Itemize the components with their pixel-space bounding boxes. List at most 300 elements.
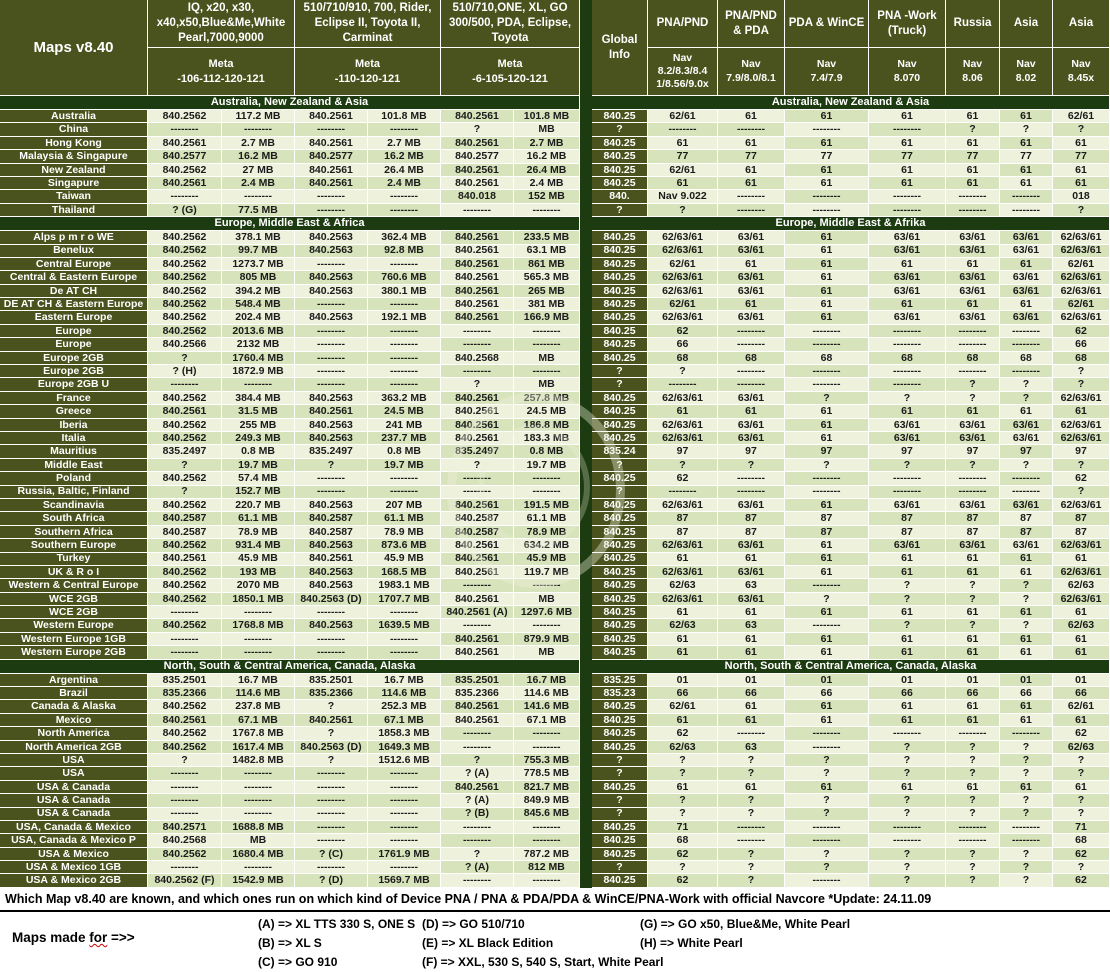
row-label: North America 2GB xyxy=(0,741,148,754)
cell-global-info: 840.25 xyxy=(592,566,648,579)
cell-version-1: 840.2571 xyxy=(148,821,222,834)
cell-russia: -------- xyxy=(946,190,1000,203)
cell-pda-wince: 87 xyxy=(785,526,869,539)
cell-size-1: 1688.8 MB xyxy=(222,821,295,834)
cell-asia-845: 018 xyxy=(1053,190,1110,203)
table-row xyxy=(0,459,1110,472)
cell-pna-work: 97 xyxy=(869,445,946,458)
cell-pda-wince: 61 xyxy=(785,245,869,258)
cell-size-3: -------- xyxy=(514,741,580,754)
table-row xyxy=(0,325,1110,338)
cell-pna-pnd: 62/61 xyxy=(648,298,718,311)
cell-version-3: 840.2561 xyxy=(441,245,514,258)
cell-russia: 01 xyxy=(946,674,1000,687)
cell-asia-845: 62 xyxy=(1053,325,1110,338)
cell-pna-pnd-pda: ? xyxy=(718,874,785,887)
section-band xyxy=(0,96,1110,110)
cell-version-1: 840.2561 xyxy=(148,177,222,190)
cell-size-2: 362.4 MB xyxy=(368,231,441,244)
cell-pna-pnd: 62/63/61 xyxy=(648,392,718,405)
cell-pna-pnd: 62/63/61 xyxy=(648,432,718,445)
cell-pda-wince: 61 xyxy=(785,271,869,284)
cell-version-2: 840.2587 xyxy=(295,512,368,525)
cell-size-3: -------- xyxy=(514,204,580,217)
cell-asia-845: 62/63/61 xyxy=(1053,539,1110,552)
cell-asia-802: -------- xyxy=(1000,472,1053,485)
cell-size-2: -------- xyxy=(368,204,441,217)
cell-asia-845: 62/63/61 xyxy=(1053,566,1110,579)
cell-pda-wince: 61 xyxy=(785,231,869,244)
cell-pna-pnd: ? xyxy=(648,861,718,874)
cell-pna-pnd-pda: -------- xyxy=(718,378,785,391)
cell-asia-845: ? xyxy=(1053,767,1110,780)
cell-asia-802: 61 xyxy=(1000,566,1053,579)
cell-asia-845: 62/63/61 xyxy=(1053,392,1110,405)
cell-version-1: 835.2497 xyxy=(148,445,222,458)
cell-size-2: 0.8 MB xyxy=(368,445,441,458)
cell-size-2: 16.2 MB xyxy=(368,150,441,163)
legend-item: (F) => XXL, 530 S, 540 S, Start, White Pearl xyxy=(422,954,664,969)
cell-size-1: 2.7 MB xyxy=(222,137,295,150)
column-gap xyxy=(580,700,592,713)
cell-size-1: -------- xyxy=(222,123,295,136)
cell-russia: 61 xyxy=(946,137,1000,150)
cell-asia-802: 61 xyxy=(1000,164,1053,177)
column-gap xyxy=(580,781,592,794)
cell-asia-845: 61 xyxy=(1053,164,1110,177)
table-row xyxy=(0,164,1110,177)
column-gap xyxy=(580,874,592,887)
cell-size-3: 565.3 MB xyxy=(514,271,580,284)
cell-size-2: -------- xyxy=(368,861,441,874)
column-gap xyxy=(580,808,592,821)
cell-size-1: 152.7 MB xyxy=(222,486,295,499)
cell-version-1: 840.2562 xyxy=(148,472,222,485)
cell-version-2: ? xyxy=(295,700,368,713)
column-gap xyxy=(580,137,592,150)
table-row xyxy=(0,512,1110,525)
row-label: Singapure xyxy=(0,177,148,190)
table-row xyxy=(0,177,1110,190)
cell-russia: 63/61 xyxy=(946,419,1000,432)
cell-pna-work: -------- xyxy=(869,472,946,485)
cell-pna-work: 63/61 xyxy=(869,499,946,512)
cell-pna-work: ? xyxy=(869,808,946,821)
row-label: WCE 2GB xyxy=(0,593,148,606)
cell-global-info: 840.25 xyxy=(592,271,648,284)
cell-russia: 63/61 xyxy=(946,285,1000,298)
cell-version-1: -------- xyxy=(148,606,222,619)
cell-size-2: 1983.1 MB xyxy=(368,579,441,592)
cell-size-2: -------- xyxy=(368,808,441,821)
cell-asia-802: 63/61 xyxy=(1000,539,1053,552)
cell-russia: 97 xyxy=(946,445,1000,458)
cell-asia-845: 66 xyxy=(1053,338,1110,351)
nav-version-line: Nav xyxy=(672,51,693,64)
cell-pna-work: 61 xyxy=(869,110,946,123)
cell-asia-845: 61 xyxy=(1053,633,1110,646)
cell-size-3: 755.3 MB xyxy=(514,754,580,767)
column-gap xyxy=(580,258,592,271)
cell-pna-pnd-pda: 63/61 xyxy=(718,392,785,405)
cell-version-3: ? xyxy=(441,754,514,767)
nav-version-line: Nav xyxy=(816,58,837,71)
cell-pda-wince: ? xyxy=(785,848,869,861)
cell-russia: ? xyxy=(946,808,1000,821)
cell-size-2: 26.4 MB xyxy=(368,164,441,177)
cell-pna-work: 61 xyxy=(869,714,946,727)
cell-asia-845: 62/63 xyxy=(1053,579,1110,592)
cell-size-2: 1649.3 MB xyxy=(368,741,441,754)
cell-version-2: 840.2563 (D) xyxy=(295,741,368,754)
legend-column xyxy=(258,915,415,972)
cell-size-3: 119.7 MB xyxy=(514,566,580,579)
nav-column-name: PNA/PND & PDA xyxy=(718,0,785,48)
cell-pna-work: -------- xyxy=(869,486,946,499)
cell-version-2: 840.2563 xyxy=(295,311,368,324)
cell-version-2: 840.2563 xyxy=(295,499,368,512)
legend-label-pre: Maps made xyxy=(12,929,90,945)
cell-version-1: 840.2562 xyxy=(148,298,222,311)
cell-pna-work: 61 xyxy=(869,606,946,619)
cell-size-3: 26.4 MB xyxy=(514,164,580,177)
cell-version-1: 840.2561 xyxy=(148,553,222,566)
row-label: Argentina xyxy=(0,674,148,687)
column-gap xyxy=(580,593,592,606)
cell-asia-845: 61 xyxy=(1053,781,1110,794)
cell-size-1: 255 MB xyxy=(222,419,295,432)
cell-asia-802: ? xyxy=(1000,378,1053,391)
cell-version-3: 840.2561 xyxy=(441,164,514,177)
cell-version-2: -------- xyxy=(295,258,368,271)
cell-asia-802: -------- xyxy=(1000,486,1053,499)
cell-version-1: 840.2587 xyxy=(148,526,222,539)
cell-russia: -------- xyxy=(946,365,1000,378)
cell-pda-wince: 61 xyxy=(785,110,869,123)
cell-pda-wince: 61 xyxy=(785,606,869,619)
row-label: USA & Mexico 1GB xyxy=(0,861,148,874)
table-row xyxy=(0,419,1110,432)
section-title-right: Europe, Middle East & Afrika xyxy=(592,217,1110,231)
cell-version-3: 840.2561 xyxy=(441,419,514,432)
cell-pna-pnd: Nav 9.022 xyxy=(648,190,718,203)
cell-size-1: 1680.4 MB xyxy=(222,848,295,861)
section-title-left: Australia, New Zealand & Asia xyxy=(0,96,580,110)
nav-version-line: 8.070 xyxy=(893,71,921,84)
cell-version-1: ? xyxy=(148,754,222,767)
legend-label-suf: =>> xyxy=(107,929,135,945)
nav-version-line: Nav xyxy=(1016,58,1036,71)
cell-version-2: -------- xyxy=(295,123,368,136)
cell-size-1: 931.4 MB xyxy=(222,539,295,552)
cell-size-2: 760.6 MB xyxy=(368,271,441,284)
cell-global-info: ? xyxy=(592,365,648,378)
cell-pda-wince: -------- xyxy=(785,338,869,351)
cell-pda-wince: 68 xyxy=(785,352,869,365)
device-group-meta-value: -106-112-120-121 xyxy=(177,72,265,85)
row-label: Thailand xyxy=(0,204,148,217)
cell-version-1: 840.2562 xyxy=(148,311,222,324)
cell-version-2: -------- xyxy=(295,861,368,874)
cell-asia-802: 61 xyxy=(1000,700,1053,713)
nav-column-version xyxy=(648,48,718,96)
cell-russia: 63/61 xyxy=(946,311,1000,324)
cell-size-3: -------- xyxy=(514,486,580,499)
cell-russia: 61 xyxy=(946,164,1000,177)
cell-version-3: ? (A) xyxy=(441,794,514,807)
cell-pna-pnd: 62/63/61 xyxy=(648,271,718,284)
cell-size-3: 233.5 MB xyxy=(514,231,580,244)
table-row xyxy=(0,754,1110,767)
cell-version-2: -------- xyxy=(295,781,368,794)
cell-size-1: 1872.9 MB xyxy=(222,365,295,378)
cell-version-2: -------- xyxy=(295,834,368,847)
cell-pna-pnd: 62 xyxy=(648,848,718,861)
column-gap xyxy=(580,352,592,365)
cell-pna-work: -------- xyxy=(869,190,946,203)
row-label: Middle East xyxy=(0,459,148,472)
cell-russia: 63/61 xyxy=(946,499,1000,512)
nav-column-name: PNA/PND xyxy=(648,0,718,48)
cell-version-2: ? xyxy=(295,754,368,767)
cell-size-2: 45.9 MB xyxy=(368,553,441,566)
cell-version-2: 835.2501 xyxy=(295,674,368,687)
cell-size-1: 78.9 MB xyxy=(222,526,295,539)
table-row xyxy=(0,539,1110,552)
nav-column-name: PDA & WinCE xyxy=(785,0,869,48)
cell-global-info: 840.25 xyxy=(592,164,648,177)
section-title-left: Europe, Middle East & Africa xyxy=(0,217,580,231)
cell-size-3: 265 MB xyxy=(514,285,580,298)
cell-version-3: 840.2561 xyxy=(441,781,514,794)
cell-pna-pnd-pda: 61 xyxy=(718,606,785,619)
cell-pda-wince: 61 xyxy=(785,714,869,727)
nav-version-line: 7.9/8.0/8.1 xyxy=(726,71,776,84)
row-label: USA & Canada xyxy=(0,781,148,794)
cell-pna-pnd: 62 xyxy=(648,472,718,485)
row-label: Italia xyxy=(0,432,148,445)
cell-asia-802: -------- xyxy=(1000,204,1053,217)
row-label: Western Europe xyxy=(0,619,148,632)
cell-pda-wince: -------- xyxy=(785,727,869,740)
cell-russia: ? xyxy=(946,593,1000,606)
cell-size-1: 0.8 MB xyxy=(222,445,295,458)
cell-version-3: -------- xyxy=(441,619,514,632)
cell-russia: ? xyxy=(946,459,1000,472)
cell-version-3: 840.2561 xyxy=(441,539,514,552)
cell-pna-pnd: 61 xyxy=(648,137,718,150)
cell-pna-pnd: 62/63/61 xyxy=(648,499,718,512)
cell-pna-pnd-pda: -------- xyxy=(718,325,785,338)
cell-asia-802: -------- xyxy=(1000,190,1053,203)
column-gap xyxy=(580,311,592,324)
cell-size-2: 19.7 MB xyxy=(368,459,441,472)
cell-version-1: -------- xyxy=(148,378,222,391)
cell-asia-802: -------- xyxy=(1000,834,1053,847)
cell-asia-802: ? xyxy=(1000,579,1053,592)
cell-pna-work: 77 xyxy=(869,150,946,163)
cell-pna-pnd-pda: 63/61 xyxy=(718,499,785,512)
device-group-name: 510/710/910, 700, Rider, Eclipse II, Toyota II, Carminat xyxy=(295,0,441,48)
cell-size-1: 202.4 MB xyxy=(222,311,295,324)
cell-global-info: 840.25 xyxy=(592,499,648,512)
cell-asia-845: 77 xyxy=(1053,150,1110,163)
cell-size-2: 67.1 MB xyxy=(368,714,441,727)
cell-pna-pnd: 87 xyxy=(648,526,718,539)
row-label: Southern Africa xyxy=(0,526,148,539)
cell-pda-wince: 87 xyxy=(785,512,869,525)
nav-column-version xyxy=(785,48,869,96)
cell-asia-845: 62/63 xyxy=(1053,741,1110,754)
row-label: USA & Mexico 2GB xyxy=(0,874,148,887)
cell-pna-pnd-pda: 61 xyxy=(718,298,785,311)
cell-russia: ? xyxy=(946,392,1000,405)
cell-size-2: -------- xyxy=(368,646,441,659)
cell-size-1: 117.2 MB xyxy=(222,110,295,123)
cell-size-2: -------- xyxy=(368,338,441,351)
cell-size-2: -------- xyxy=(368,298,441,311)
cell-pda-wince: -------- xyxy=(785,579,869,592)
cell-version-2: 840.2587 xyxy=(295,526,368,539)
cell-russia: ? xyxy=(946,794,1000,807)
cell-pna-work: 61 xyxy=(869,298,946,311)
cell-global-info: ? xyxy=(592,204,648,217)
cell-pna-pnd-pda: ? xyxy=(718,848,785,861)
cell-global-info: 840.25 xyxy=(592,405,648,418)
cell-version-3: 840.2561 xyxy=(441,593,514,606)
cell-pna-work: -------- xyxy=(869,338,946,351)
row-label: Europe xyxy=(0,338,148,351)
cell-russia: 77 xyxy=(946,150,1000,163)
legend-label-word: for xyxy=(89,929,108,945)
legend-item: (D) => GO 510/710 xyxy=(422,916,525,931)
section-band-gap xyxy=(580,217,592,231)
cell-pna-pnd-pda: 63/61 xyxy=(718,566,785,579)
cell-pna-work: 61 xyxy=(869,633,946,646)
cell-pda-wince: 61 xyxy=(785,432,869,445)
cell-version-3: 840.018 xyxy=(441,190,514,203)
cell-version-2: 840.2561 xyxy=(295,405,368,418)
cell-size-1: 548.4 MB xyxy=(222,298,295,311)
cell-asia-845: ? xyxy=(1053,754,1110,767)
section-band-gap xyxy=(580,660,592,674)
cell-pna-work: ? xyxy=(869,579,946,592)
cell-pna-pnd-pda: 97 xyxy=(718,445,785,458)
cell-version-1: 840.2562 xyxy=(148,727,222,740)
cell-version-2: -------- xyxy=(295,204,368,217)
cell-pna-pnd: 62/63/61 xyxy=(648,419,718,432)
cell-pda-wince: 61 xyxy=(785,633,869,646)
cell-pda-wince: 77 xyxy=(785,150,869,163)
cell-pna-work: 61 xyxy=(869,553,946,566)
cell-version-3: 840.2587 xyxy=(441,526,514,539)
cell-pna-pnd: 62/63/61 xyxy=(648,245,718,258)
cell-russia: 61 xyxy=(946,700,1000,713)
cell-global-info: 835.25 xyxy=(592,674,648,687)
cell-size-2: 24.5 MB xyxy=(368,405,441,418)
cell-pna-work: ? xyxy=(869,459,946,472)
legend-item: (H) => White Pearl xyxy=(640,935,743,950)
cell-version-2: -------- xyxy=(295,633,368,646)
cell-asia-802: 61 xyxy=(1000,714,1053,727)
cell-pna-pnd-pda: ? xyxy=(718,808,785,821)
row-label: New Zealand xyxy=(0,164,148,177)
cell-pna-work: -------- xyxy=(869,834,946,847)
cell-russia: 61 xyxy=(946,781,1000,794)
cell-pna-work: ? xyxy=(869,392,946,405)
cell-version-2: 840.2563 xyxy=(295,539,368,552)
cell-pda-wince: ? xyxy=(785,861,869,874)
cell-size-2: -------- xyxy=(368,352,441,365)
cell-asia-845: 62/61 xyxy=(1053,298,1110,311)
cell-pna-pnd-pda: 63/61 xyxy=(718,311,785,324)
cell-pna-work: 66 xyxy=(869,687,946,700)
nav-version-line: 7.4/7.9 xyxy=(810,71,843,84)
cell-size-1: 220.7 MB xyxy=(222,499,295,512)
cell-pna-work: ? xyxy=(869,619,946,632)
cell-russia: 61 xyxy=(946,298,1000,311)
column-gap xyxy=(580,539,592,552)
cell-asia-845: 61 xyxy=(1053,606,1110,619)
cell-size-3: 1297.6 MB xyxy=(514,606,580,619)
cell-version-3: ? (B) xyxy=(441,808,514,821)
column-gap xyxy=(580,579,592,592)
cell-size-3: 821.7 MB xyxy=(514,781,580,794)
table-row xyxy=(0,285,1110,298)
cell-pda-wince: 61 xyxy=(785,700,869,713)
table-row xyxy=(0,378,1110,391)
cell-russia: 63/61 xyxy=(946,231,1000,244)
device-group-meta xyxy=(148,48,295,96)
cell-asia-845: 62/63/61 xyxy=(1053,419,1110,432)
cell-version-3: 840.2561 xyxy=(441,499,514,512)
cell-russia: 61 xyxy=(946,405,1000,418)
cell-pna-work: 61 xyxy=(869,566,946,579)
cell-pna-pnd-pda: -------- xyxy=(718,472,785,485)
cell-version-1: 840.2562 xyxy=(148,258,222,271)
cell-pna-work: 63/61 xyxy=(869,245,946,258)
cell-asia-845: 87 xyxy=(1053,526,1110,539)
cell-pna-pnd: 62/61 xyxy=(648,700,718,713)
footer-note: Which Map v8.40 are known, and which ones run on which kind of Device PNA / PNA & PDA/PDA & WinCE/PNA-Work with official Navcore *Update: 24.11.09 xyxy=(0,888,1110,910)
table-row xyxy=(0,700,1110,713)
cell-asia-802: 87 xyxy=(1000,512,1053,525)
table-row xyxy=(0,432,1110,445)
cell-pna-pnd-pda: 61 xyxy=(718,714,785,727)
cell-version-3: 835.2497 xyxy=(441,445,514,458)
cell-pna-pnd: 62/63/61 xyxy=(648,593,718,606)
cell-version-3: -------- xyxy=(441,874,514,887)
cell-size-2: 873.6 MB xyxy=(368,539,441,552)
table-row xyxy=(0,553,1110,566)
cell-pna-pnd-pda: 01 xyxy=(718,674,785,687)
row-label: Central Europe xyxy=(0,258,148,271)
cell-pna-pnd: 68 xyxy=(648,834,718,847)
cell-russia: -------- xyxy=(946,204,1000,217)
cell-version-3: 840.2561 xyxy=(441,405,514,418)
cell-asia-802: 61 xyxy=(1000,298,1053,311)
row-label: Australia xyxy=(0,110,148,123)
cell-asia-845: ? xyxy=(1053,378,1110,391)
table-row xyxy=(0,861,1110,874)
cell-global-info: 840.25 xyxy=(592,593,648,606)
cell-version-2: -------- xyxy=(295,767,368,780)
cell-size-3: 24.5 MB xyxy=(514,405,580,418)
cell-global-info: 840.25 xyxy=(592,526,648,539)
legend-item: (B) => XL S xyxy=(258,935,322,950)
cell-version-1: 840.2577 xyxy=(148,150,222,163)
cell-version-1: 840.2562 xyxy=(148,700,222,713)
